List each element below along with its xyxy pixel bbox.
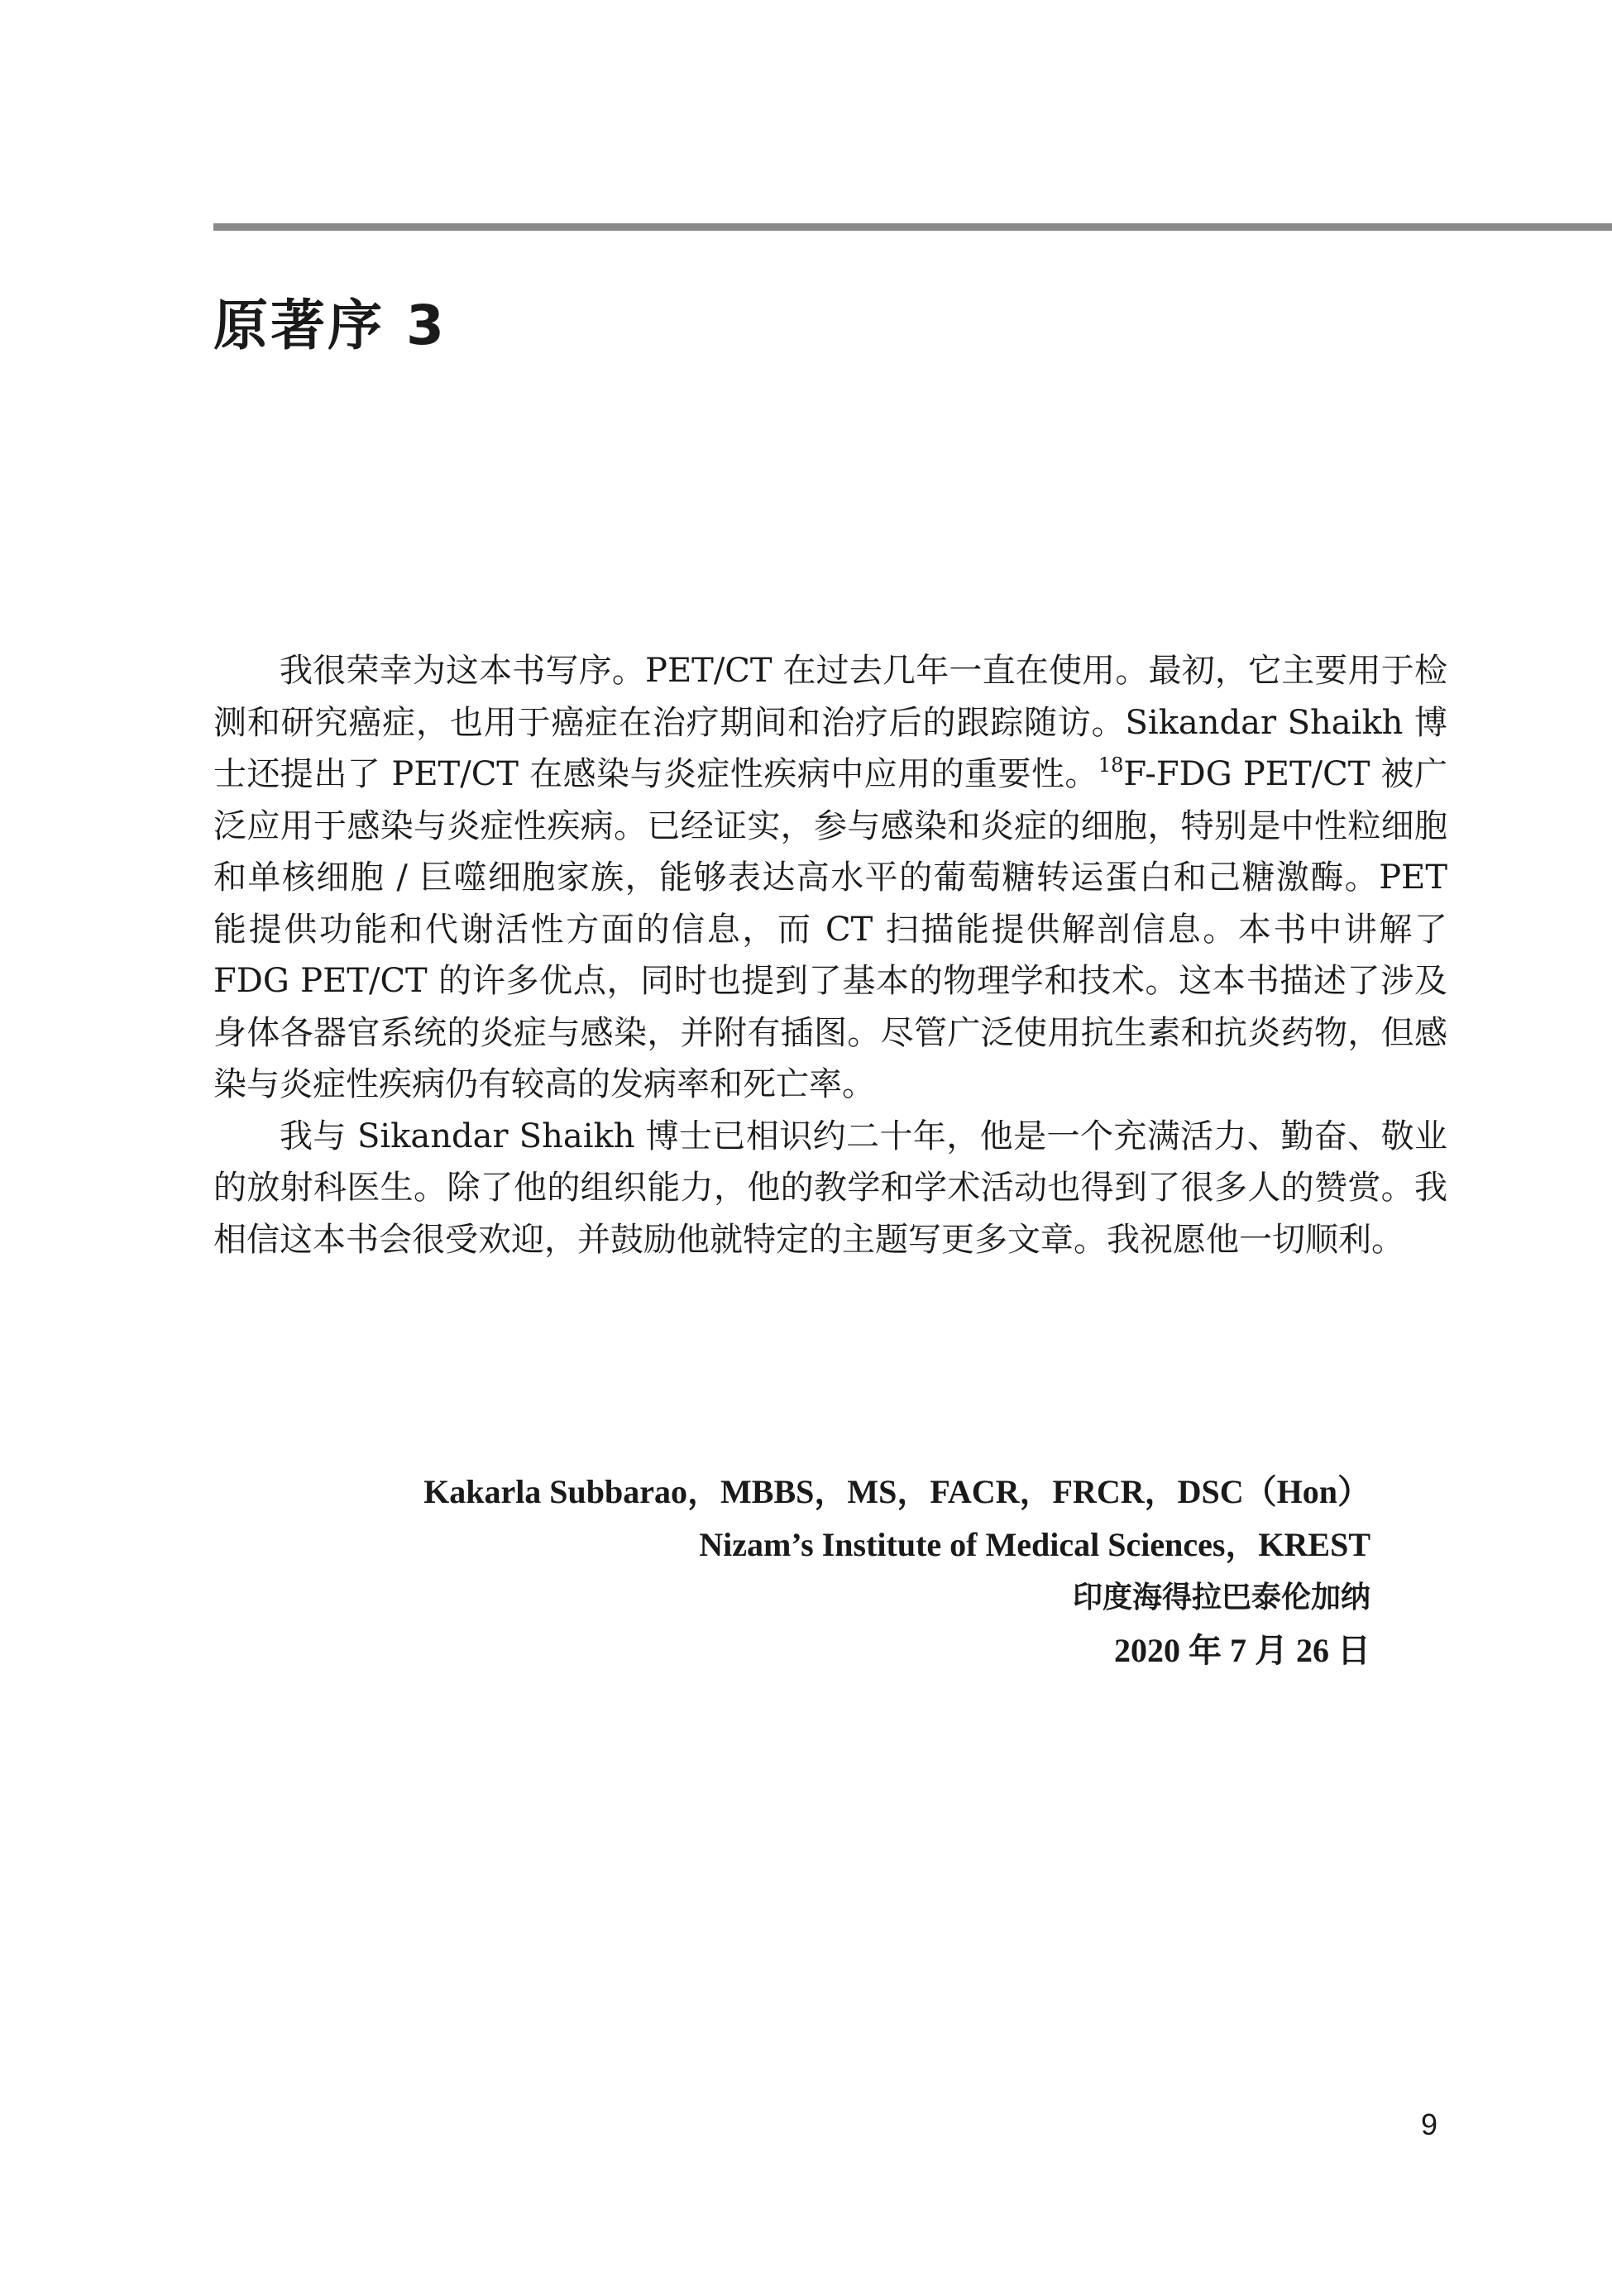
paragraph-2: 我与 Sikandar Shaikh 博士已相识约二十年，他是一个充满活力、勤奋、敬业的放射科医生。除了他的组织能力，他的教学和学术活动也得到了很多人的赞赏。我相信这本书会很受欢迎，并鼓励他就特定的主题写更多文章。我祝愿他一切顺利。 [213, 1117, 1447, 1259]
signature-date: 2020 年 7 月 26 日 [1114, 1632, 1370, 1669]
isotope-superscript: 18 [1098, 753, 1124, 777]
paragraph-1-text-a: 我很荣幸为这本书写序。PET/CT 在过去几年一直在使用。最初，它主要用于检测和研究癌症，也用于癌症在治疗期间和治疗后的跟踪随访。Sikandar Shaikh 博士还提出了 PET/CT 在感染与炎症性疾病中应用的重要性。 [213, 652, 1447, 793]
paragraph-1 [213, 645, 1447, 1111]
preface-body [213, 645, 1447, 1265]
signature-block [423, 1466, 1370, 1677]
chapter-title: 原著序 3 [213, 294, 447, 357]
author-name: Kakarla Subbarao，MBBS，MS，FACR，FRCR，DSC（Hon） [423, 1473, 1370, 1510]
page-number: 9 [1421, 2107, 1438, 2141]
top-divider-rule [213, 223, 1612, 231]
author-location: 印度海得拉巴泰伦加纳 [1072, 1581, 1370, 1614]
author-institution: Nizam’s Institute of Medical Sciences，KREST [699, 1526, 1370, 1563]
paragraph-1-text-b: F-FDG PET/CT 被广泛应用于感染与炎症性疾病。已经证实，参与感染和炎症的细胞，特别是中性粒细胞和单核细胞 / 巨噬细胞家族，能够表达高水平的葡萄糖转运蛋白和己糖激酶。PET 能提供功能和代谢活性方面的信息，而 CT 扫描能提供解剖信息。本书中讲解了 FDG PET/CT 的许多优点，同时也提到了基本的物理学和技术。这本书描述了涉及身体各器官系统的炎症与感染，并附有插图。尽管广泛使用抗生素和抗炎药物，但感染与炎症性疾病仍有较高的发病率和死亡率。 [213, 755, 1447, 1103]
